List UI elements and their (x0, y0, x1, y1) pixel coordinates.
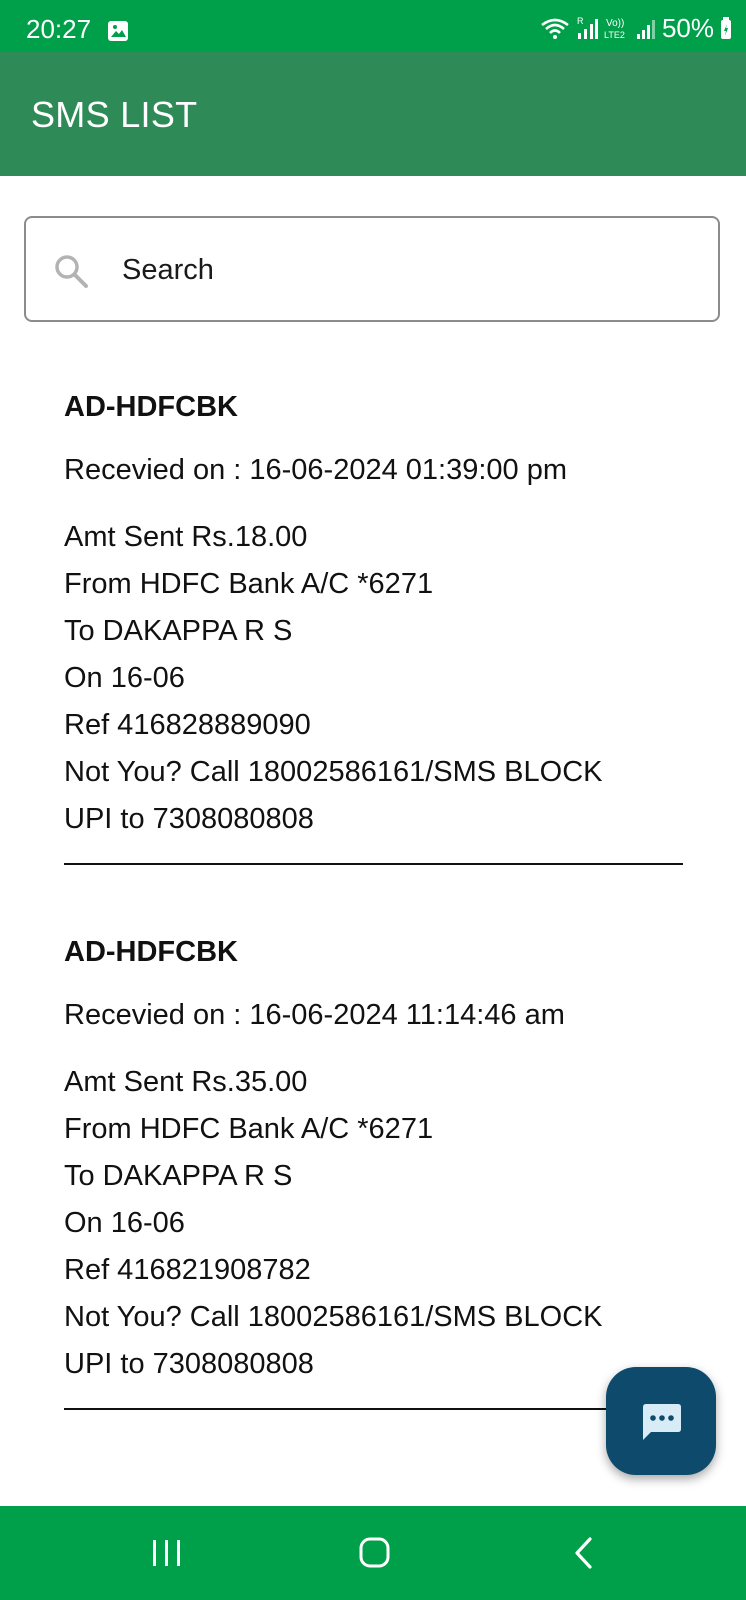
gallery-icon (107, 20, 129, 42)
search-icon (52, 252, 90, 290)
sms-sender: AD-HDFCBK (64, 391, 238, 423)
battery-level: 50% (661, 13, 714, 43)
sms-body: Amt Sent Rs.35.00 From HDFC Bank A/C *6271 To DAKAPPA R S On 16-06 Ref 416821908782 Not You? Call 18002586161/SMS BLOCK UPI to 7308080808 (64, 1066, 603, 1380)
app-bar (0, 52, 746, 176)
status-bar (0, 0, 746, 52)
svg-text:LTE2: LTE2 (603, 30, 625, 40)
svg-text:Vo)): Vo)) (605, 18, 625, 29)
status-icons (540, 12, 732, 44)
svg-text:R: R (576, 16, 584, 26)
search-box[interactable] (24, 216, 720, 322)
volte-icon (604, 15, 630, 41)
battery-icon (720, 16, 732, 40)
recent-apps-icon (137, 1528, 197, 1578)
navigation-bar (0, 1506, 746, 1600)
sms-sender: AD-HDFCBK (64, 936, 238, 968)
signal-icon (576, 15, 598, 41)
signal-icon (636, 16, 656, 40)
status-time: 20:27 (26, 14, 92, 44)
home-button[interactable] (345, 1528, 405, 1578)
sms-received-date: Recevied on : 16-06-2024 01:39:00 pm (64, 454, 568, 486)
search-input[interactable] (122, 244, 682, 296)
sms-body: Amt Sent Rs.18.00 From HDFC Bank A/C *6271 To DAKAPPA R S On 16-06 Ref 416828889090 Not You? Call 18002586161/SMS BLOCK UPI to 7308080808 (64, 521, 603, 835)
back-button[interactable] (555, 1528, 615, 1578)
wifi-icon (540, 16, 570, 40)
sms-received-date: Recevied on : 16-06-2024 11:14:46 am (64, 999, 565, 1031)
message-icon (640, 1402, 682, 1442)
compose-message-button[interactable] (606, 1367, 716, 1475)
back-icon (555, 1528, 615, 1578)
page-title: SMS LIST (31, 94, 198, 135)
recent-apps-button[interactable] (137, 1528, 197, 1578)
divider (64, 1408, 683, 1410)
home-icon (345, 1528, 405, 1578)
divider (64, 863, 683, 865)
